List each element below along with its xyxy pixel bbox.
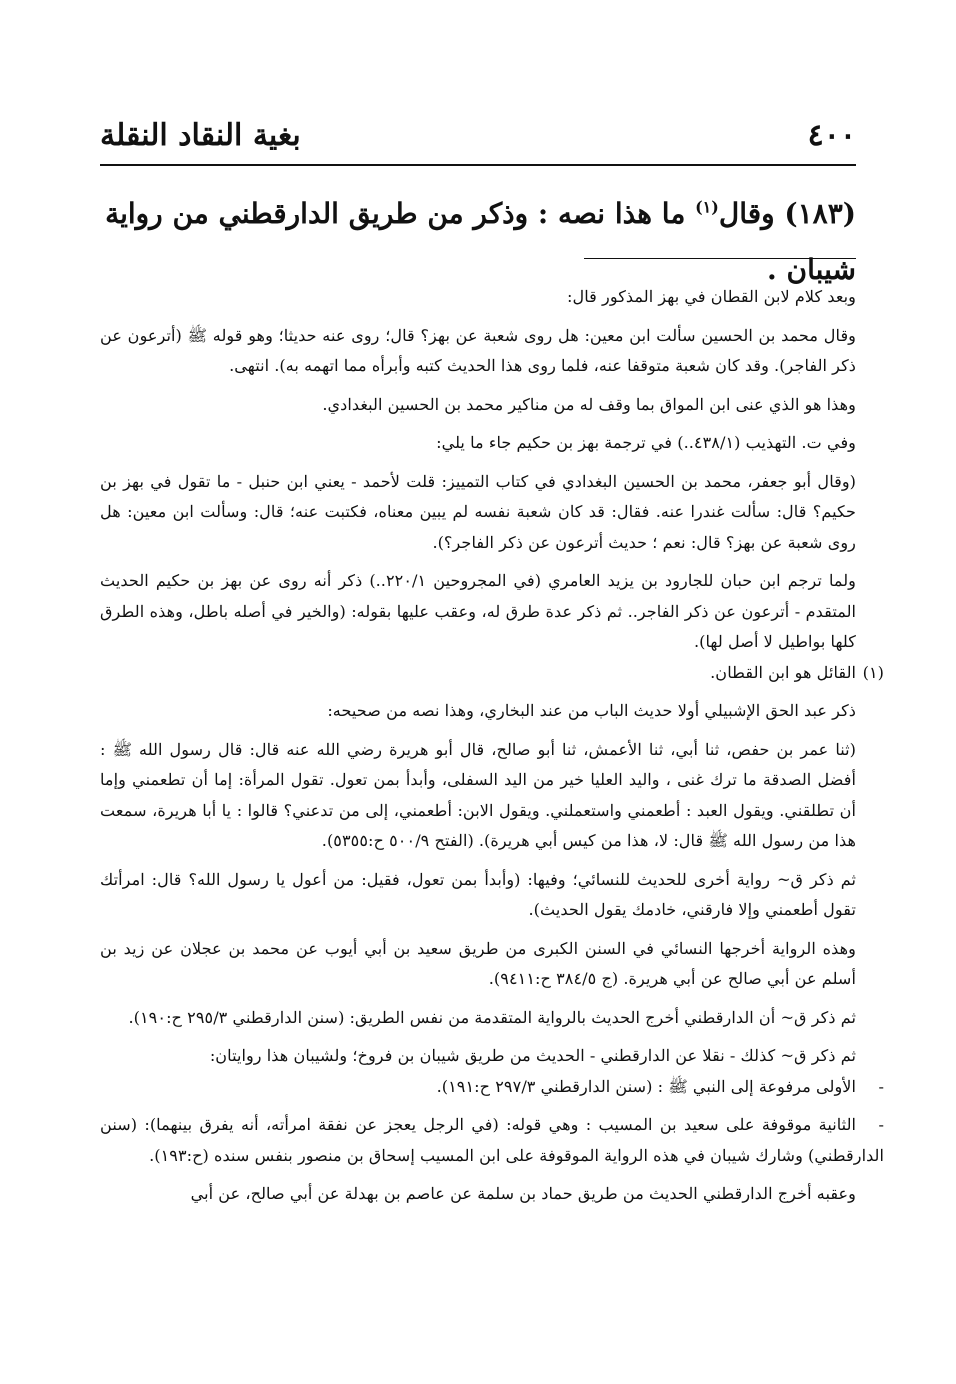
header-rule	[100, 164, 856, 166]
footnote-paragraph: ثم ذكر ق~ كذلك - نقلا عن الدارقطني - الحديث من طريق شيبان بن فروخ؛ ولشيبان هذا روايتان:	[209, 1046, 856, 1065]
dash-marker: -	[878, 1076, 884, 1096]
note-paragraph: وبعد كلام لابن القطان في بهز المذكور قال:	[567, 287, 856, 306]
page-number: ٤٠٠	[807, 118, 856, 153]
last-paragraph: وعقبه أخرج الدارقطني الحديث من طريق حماد بن سلمة عن عاصم بن بهدلة عن أبي صالح، عن أبي	[190, 1184, 856, 1203]
footnote-paragraph: وهذه الرواية أخرجها النسائي في السنن الكبرى من طريق سعيد بن أبي أيوب عن محمد بن عجلان عن زيد بن أسلم عن أبي صالح عن أبي هريرة. (ج ٣٨٤/٥ ح:٩٤١١).	[100, 938, 856, 988]
note-paragraph: (وقال أبو جعفر، محمد بن الحسين البغدادي في كتاب التمييز: قلت لأحمد - يعني ابن حنبل - ما تقول في بهز بن حكيم؟ قال: سألت غندرا عنه. فقال: قد كان شعبة نفسه لم يبين معناه، فكتبت عنه؛ قال: وسألت ابن معين: هل روى شعبة عن بهز؟ قال: نعم ؛ حديث أترعون عن ذكر الفاجر؟).	[100, 471, 856, 552]
footnote-marker: (١)	[862, 662, 884, 682]
footnote-paragraph: ثم ذكر ق~ رواية أخرى للحديث للنسائي؛ وفيها: (وأبدأ بمن تعول، فقيل: من أعول يا رسول الله؟ قال: امرأتك تقول أطعمني وإلا فارقني، خادمك يقول الحديث).	[100, 869, 856, 919]
note-paragraph: وقال محمد بن الحسين سألت ابن معين: هل روى شعبة عن بهز؟ قال؛ روى عنه حديثا؛ وهو قوله ﷺ (أترعون عن ذكر الفاجر). وقد كان شعبة متوقفا عنه، فلما روى هذا الحديث كتبه وأبرأه مما اتهمه به). انتهى.	[100, 325, 856, 375]
entry-text-start: وقال	[718, 197, 775, 230]
note-paragraph: وهذا هو الذي عنى ابن المواق بما وقف له من مناكير محمد بن الحسين البغدادي.	[322, 394, 856, 414]
dash-item-text: الثانية موقوفة على سعيد بن المسيب : وهي قوله: (في الرجل يعجز عن نفقة امرأته، أنه يفرق بينهما): (سنن الدارقطني) وشارك شيبان في هذه الرواية الموقوفة على ابن المسيب إسحاق بن منصور بنفس سنده (ح:١٩٣).	[100, 1115, 884, 1165]
dash-list-item	[100, 1110, 884, 1171]
running-head	[100, 110, 856, 154]
entry-number: (١٨٣)	[784, 197, 856, 230]
footnote-paragraph: ذكر عبد الحق الإشبيلي أولا حديث الباب من عند البخاري، وهذا نصه من صحيحه:	[327, 701, 856, 720]
dash-marker: -	[878, 1115, 884, 1134]
footnote-text: القائل هو ابن القطان.	[710, 662, 856, 682]
notes-section	[100, 282, 884, 1210]
note-paragraph: وفي ت. التهذيب (٤٣٨/١..) في ترجمة بهز بن حكيم جاء ما يلي:	[436, 433, 856, 452]
footnote	[100, 658, 884, 689]
entry-text-rest: ما هذا نصه : وذكر من طريق الدارقطني من رواية شيبان .	[105, 197, 856, 286]
dash-item-text: الأولى مرفوعة إلى النبي ﷺ : (سنن الدارقطني ٢٩٧/٣ ح:١٩١).	[436, 1076, 856, 1096]
footnote-paragraph: (ثنا عمر بن حفص، ثنا أبي، ثنا الأعمش، ثنا أبو صالح، قال أبو هريرة رضي الله عنه قال: قال رسول الله ﷺ : أفضل الصدقة ما ترك غنى ، واليد العليا خير من اليد السفلى، وأبدأ بمن تعول. تقول المرأة: إما أن تطعمني وإما أن تطلقني. ويقول العبد : أطعمني واستعملني. ويقول الابن: أطعمني، إلى من تدعني؟ قالوا : يا أبا هريرة، سمعت هذا من رسول الله ﷺ قال: لا، هذا من كيس أبي هريرة). (الفتح ٥٠٠/٩ ح:٥٣٥٥).	[100, 739, 856, 850]
dash-list-item	[100, 1072, 884, 1103]
footnote-reference[interactable]: (١)	[695, 197, 719, 217]
footnote-rule	[584, 258, 856, 259]
book-title: بغية النقاد النقلة	[100, 118, 301, 153]
footnote-paragraph: ثم ذكر ق~ أن الدارقطني أخرج الحديث بالرواية المتقدمة من نفس الطريق: (سنن الدارقطني ٢٩٥/٣ ح:١٩٠).	[128, 1007, 856, 1027]
note-paragraph: ولما ترجم ابن حبان للجارود بن يزيد العامري (في المجروحين ٢٢٠/١..) ذكر أنه روى عن بهز بن حكيم الحديث المتقدم - أترعون عن ذكر الفاجر.. ثم ذكر عدة طرق له، وعقب عليها بقوله: (والخير في أصله باطل، وهذه الطرق كلها بواطيل لا أصل لها).	[100, 571, 857, 651]
